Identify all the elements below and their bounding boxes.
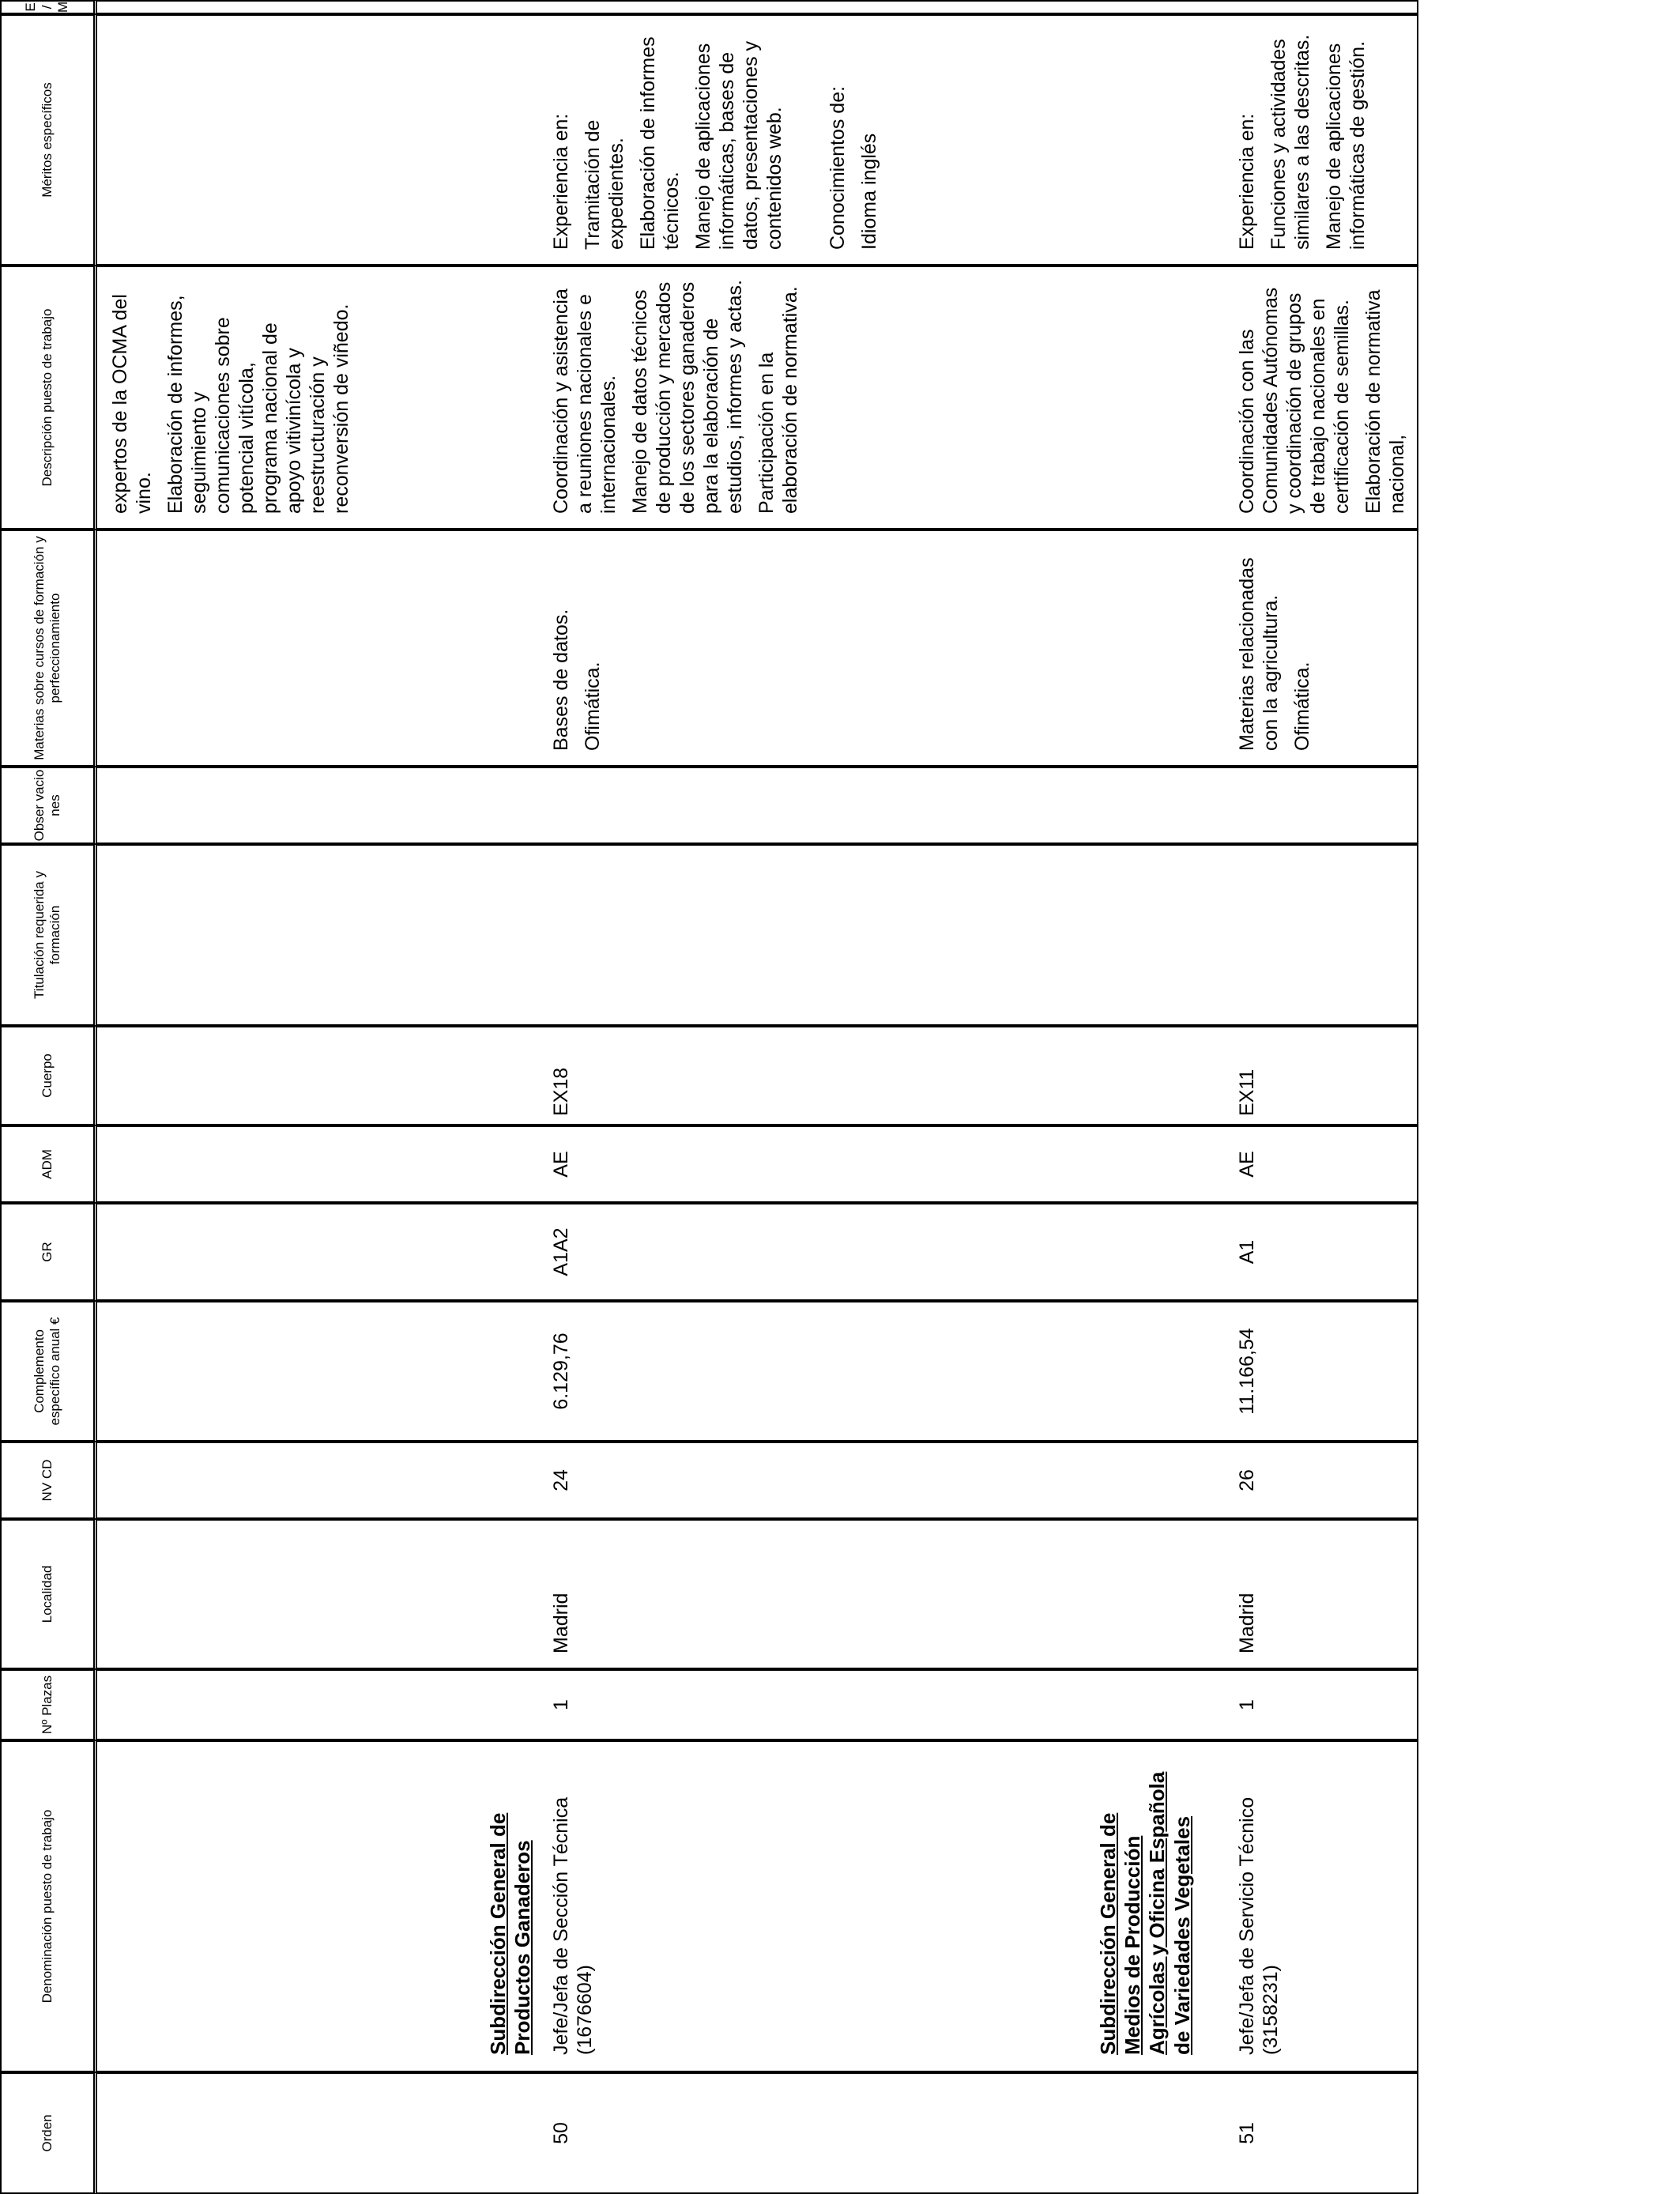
grupo-cell: A1 [1229, 1203, 1418, 1301]
observaciones-cell [1229, 767, 1418, 844]
text-line: Materias relacionadas con la agricultura. [1236, 557, 1282, 751]
text-line: Coordinación con las Comunidades Autónomas y coordinación de grupos de trabajo nacionales en certificación de semillas. [1236, 287, 1353, 514]
header-meritos: Méritos específicos [0, 14, 97, 266]
meritos-cell [1229, 14, 1418, 266]
cuerpo-cell: EX18 [543, 1026, 1096, 1125]
meritos-cell [543, 14, 1096, 266]
section-header-row [1096, 0, 1229, 2194]
text-line: Coordinación y asistencia a reuniones nacionales e internacionales. [550, 288, 620, 514]
header-denominacion: Denominación puesto de trabajo [0, 1740, 97, 2072]
text-line: Funciones y actividades similares a las descritas. [1268, 34, 1313, 250]
header-cuerpo: Cuerpo [0, 1026, 97, 1125]
em-cell [543, 0, 1096, 14]
nivel-cell: 24 [543, 1442, 1096, 1519]
titulacion-cell [543, 844, 1096, 1026]
header-grupo: GR [0, 1203, 97, 1301]
observaciones-cell [543, 767, 1096, 844]
text-line: Participación en la elaboración de normativa. [755, 286, 801, 514]
table-row [543, 0, 1096, 2194]
text-line: Experiencia en: [550, 113, 572, 250]
cuerpo-cell: EX11 [1229, 1026, 1418, 1125]
text-line: Conocimientos de: [827, 85, 849, 250]
continuation-descripcion [97, 266, 486, 530]
titulacion-cell [1229, 844, 1418, 1026]
adm-cell: AE [543, 1125, 1096, 1203]
localidad-cell: Madrid [1229, 1519, 1418, 1669]
header-orden: Orden [0, 2072, 97, 2194]
text-line: Manejo de datos técnicos de producción y mercados de los sectores ganaderos para la elaboración de estudios, informes y actas. [629, 280, 746, 514]
text-line: Tramitación de expedientes. [582, 119, 627, 250]
text-line: Bases de datos. [550, 609, 572, 751]
grupo-cell: A1A2 [543, 1203, 1096, 1301]
complemento-cell: 11.166,54 [1229, 1301, 1418, 1442]
adm-cell: AE [1229, 1125, 1418, 1203]
text-line: expertos de la OCMA del vino. [109, 294, 155, 514]
complemento-cell: 6.129,76 [543, 1301, 1096, 1442]
header-localidad: Localidad [0, 1519, 97, 1669]
text-line: Experiencia en: [1236, 113, 1258, 250]
em-cell [1229, 0, 1418, 14]
header-adm: ADM [0, 1125, 97, 1203]
text-line: Elaboración de informes técnicos. [637, 36, 683, 250]
subdireccion-productos-ganaderos: Subdirección General de Productos Ganaderos [486, 1740, 543, 2072]
text-line: Manejo de aplicaciones informáticas, bases de datos, presentaciones y contenidos web. [692, 40, 785, 250]
header-nivel: NV CD [0, 1442, 97, 1519]
text-line: Elaboración de normativa nacional, [1362, 289, 1408, 514]
orden-cell: 50 [543, 2072, 1096, 2194]
text-line: Manejo de aplicaciones informáticas de gestión. [1323, 40, 1369, 250]
header-em: E / M [0, 0, 97, 14]
text-line: Elaboración de informes, seguimiento y comunicaciones sobre potencial vitícola, programa nacional de apoyo vitivinícola y reestructuración y reconversión de viñedo. [164, 295, 352, 514]
localidad-cell: Madrid [543, 1519, 1096, 1669]
plazas-cell: 1 [1229, 1669, 1418, 1740]
continuation-row [97, 0, 486, 2194]
header-materias: Materias sobre cursos de formación y perfeccionamiento [0, 530, 97, 767]
denominacion-cell: Jefe/Jefa de Servicio Técnico (3158231) [1229, 1740, 1418, 2072]
header-descripcion: Descripción puesto de trabajo [0, 266, 97, 530]
table-row [1229, 0, 1418, 2194]
orden-cell: 51 [1229, 2072, 1418, 2194]
text-line: Ofimática. [582, 662, 604, 751]
plazas-cell: 1 [543, 1669, 1096, 1740]
subdireccion-medios-produccion: Subdirección General de Medios de Producción Agrícolas y Oficina Española de Variedades Vegetales [1096, 1740, 1229, 2072]
header-row [0, 0, 97, 2194]
header-complemento: Complemento específico anual € [0, 1301, 97, 1442]
text-line: Ofimática. [1291, 662, 1313, 751]
text-line: Idioma inglés [858, 133, 880, 250]
nivel-cell: 26 [1229, 1442, 1418, 1519]
header-observaciones: Obser vacio nes [0, 767, 97, 844]
descripcion-cell [543, 266, 1096, 530]
header-plazas: Nº Plazas [0, 1669, 97, 1740]
materias-cell [543, 530, 1096, 767]
text-line [794, 28, 818, 250]
header-titulacion: Titulación requerida y formación [0, 844, 97, 1026]
materias-cell [1229, 530, 1418, 767]
section-header-row [486, 0, 543, 2194]
denominacion-cell: Jefe/Jefa de Sección Técnica (1676604) [543, 1740, 1096, 2072]
descripcion-cell [1229, 266, 1418, 530]
